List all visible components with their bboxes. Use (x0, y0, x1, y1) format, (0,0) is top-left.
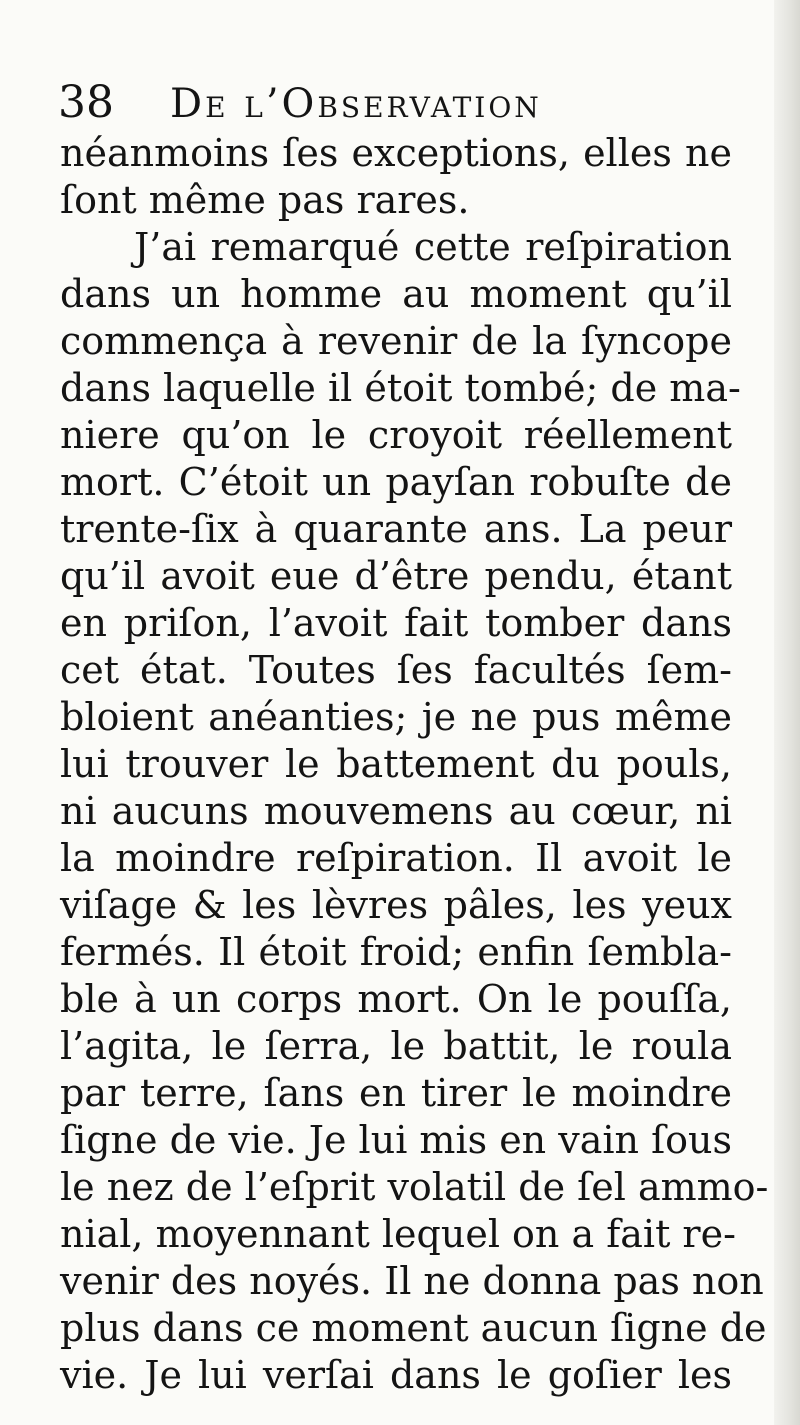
text-line: nial, moyennant lequel on a fait re- (60, 1212, 736, 1256)
text-line: commença à revenir de la ſyncope (60, 319, 732, 363)
text-line: vie. Je lui verſai dans le goſier les (60, 1353, 732, 1397)
text-line: lui trouver le battement du pouls, (60, 742, 732, 786)
text-line: niere qu’on le croyoit réellement (60, 413, 732, 457)
text-line: mort. C’étoit un payſan robuſte de (60, 460, 732, 504)
running-header (58, 72, 758, 132)
body-text (60, 130, 769, 1399)
text-line: en priſon, l’avoit fait tomber dans (60, 601, 732, 645)
text-line: venir des noyés. Il ne donna pas non (60, 1259, 764, 1303)
text-line: par terre, ſans en tirer le moindre (60, 1071, 732, 1115)
text-line: le nez de l’eſprit volatil de ſel ammo- (60, 1165, 769, 1209)
text-line: cet état. Toutes ſes facultés ſem- (60, 648, 732, 692)
text-line: trente-ſix à quarante ans. La peur (60, 507, 732, 551)
text-line: fermés. Il étoit froid; enfin ſembla- (60, 930, 732, 974)
page-number: 38 (58, 77, 114, 128)
text-line: ble à un corps mort. On le pouſſa, (60, 977, 732, 1021)
text-line: plus dans ce moment aucun ſigne de (60, 1306, 767, 1350)
text-line: ni aucuns mouvemens au cœur, ni (60, 789, 732, 833)
page-edge-shadow (774, 0, 800, 1425)
text-line: la moindre reſpiration. Il avoit le (60, 836, 732, 880)
text-line: ſigne de vie. Je lui mis en vain ſous (60, 1118, 732, 1162)
text-line: néanmoins ſes exceptions, elles ne (60, 131, 732, 175)
text-line: dans un homme au moment qu’il (60, 272, 732, 316)
running-title: De l’Observation (170, 81, 542, 127)
text-line: J’ai remarqué cette reſpiration (134, 225, 732, 269)
text-line: bloient anéanties; je ne pus même (60, 695, 732, 739)
text-line: viſage & les lèvres pâles, les yeux (60, 883, 732, 927)
text-line: l’agita, le ſerra, le battit, le roula (60, 1024, 732, 1068)
text-line: ſont même pas rares. (60, 178, 470, 222)
text-line: dans laquelle il étoit tombé; de ma- (60, 366, 741, 410)
text-line: qu’il avoit eue d’être pendu, étant (60, 554, 732, 598)
